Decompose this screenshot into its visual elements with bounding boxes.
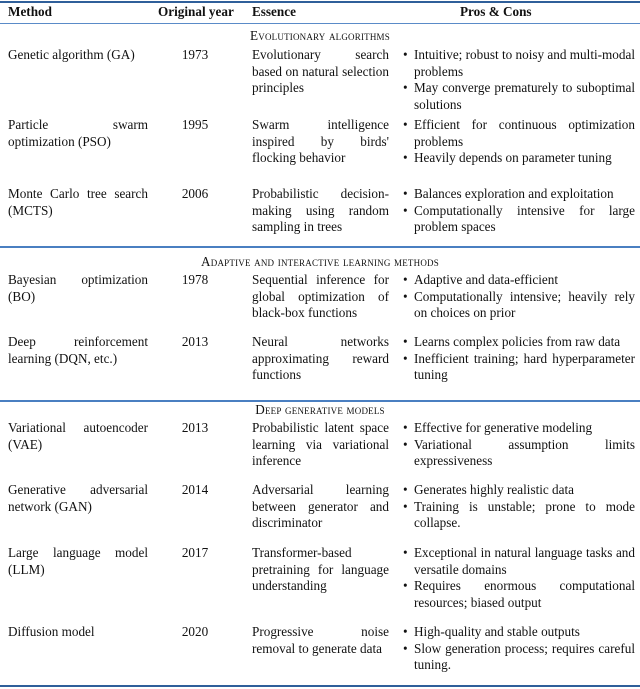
- con-item: • Slow generation process; requires careful tuning.: [400, 641, 635, 674]
- method-cell: Particle swarm optimization (PSO): [8, 117, 148, 149]
- header-pros-cons: Pros & Cons: [460, 4, 532, 19]
- pros-cons-cell: [400, 186, 635, 236]
- year-cell: 2020: [181, 624, 209, 639]
- header-method: Method: [8, 4, 52, 19]
- section-heading: Evolutionary algorithms: [250, 28, 390, 43]
- con-item: • Computationally intensive for large problem spaces: [400, 203, 635, 236]
- section-heading: Deep generative models: [255, 402, 385, 417]
- header-year: Original year: [158, 4, 234, 19]
- year-cell: 2017: [181, 545, 209, 560]
- con-item: • Variational assumption limits expressiveness: [400, 437, 635, 470]
- year-cell: 1995: [181, 117, 209, 132]
- bottom-rule: [0, 685, 640, 687]
- method-cell: Genetic algorithm (GA): [8, 47, 135, 62]
- essence-cell: Swarm intelligence inspired by birds' flocking behavior: [252, 117, 389, 165]
- year-cell: 2014: [181, 482, 209, 497]
- pro-item: • Balances exploration and exploitation: [400, 186, 635, 203]
- pros-cons-cell: [400, 272, 635, 322]
- essence-cell: Probabilistic decision-making using random sampling in trees: [252, 186, 389, 234]
- pro-item: • Effective for generative modeling: [400, 420, 635, 437]
- method-cell: Diffusion model: [8, 624, 95, 639]
- pro-item: • Exceptional in natural language tasks and versatile domains: [400, 545, 635, 578]
- essence-cell: Progressive noise removal to generate data: [252, 624, 389, 656]
- con-item: • Training is unstable; prone to mode collapse.: [400, 499, 635, 532]
- year-cell: 1973: [181, 47, 209, 62]
- pros-cons-cell: [400, 47, 635, 113]
- essence-cell: Neural networks approximating reward functions: [252, 334, 389, 382]
- section-heading: Adaptive and interactive learning methods: [201, 254, 439, 269]
- con-item: • Heavily depends on parameter tuning: [400, 150, 635, 167]
- pro-item: • Adaptive and data-efficient: [400, 272, 635, 289]
- year-cell: 2013: [181, 334, 209, 349]
- pro-item: • Learns complex policies from raw data: [400, 334, 635, 351]
- essence-cell: Transformer-based pretraining for language understanding: [252, 545, 389, 593]
- essence-cell: Evolutionary search based on natural selection principles: [252, 47, 389, 95]
- method-cell: Variational autoencoder (VAE): [8, 420, 148, 452]
- header-rule: [0, 23, 640, 24]
- year-cell: 2013: [181, 420, 209, 435]
- year-cell: 2006: [181, 186, 209, 201]
- con-item: • Computationally intensive; heavily rely on choices on prior: [400, 289, 635, 322]
- con-item: • May converge prematurely to suboptimal solutions: [400, 80, 635, 113]
- pros-cons-cell: [400, 334, 635, 384]
- pro-item: • Generates highly realistic data: [400, 482, 635, 499]
- pros-cons-cell: [400, 482, 635, 532]
- top-rule: [0, 1, 640, 3]
- method-cell: Monte Carlo tree search (MCTS): [8, 186, 148, 218]
- pros-cons-cell: [400, 624, 635, 674]
- method-cell: Bayesian optimization (BO): [8, 272, 148, 304]
- header-essence: Essence: [252, 4, 296, 19]
- year-cell: 1978: [181, 272, 209, 287]
- pro-item: • Efficient for continuous optimization problems: [400, 117, 635, 150]
- method-cell: Deep reinforcement learning (DQN, etc.): [8, 334, 148, 366]
- essence-cell: Adversarial learning between generator and discriminator: [252, 482, 389, 530]
- pros-cons-cell: [400, 420, 635, 470]
- pros-cons-cell: [400, 117, 635, 167]
- essence-cell: Sequential inference for global optimization of black-box functions: [252, 272, 389, 320]
- essence-cell: Probabilistic latent space learning via variational inference: [252, 420, 389, 468]
- section-rule: [0, 246, 640, 248]
- pros-cons-cell: [400, 545, 635, 611]
- con-item: • Requires enormous computational resources; biased output: [400, 578, 635, 611]
- pro-item: • Intuitive; robust to noisy and multi-modal problems: [400, 47, 635, 80]
- pro-item: • High-quality and stable outputs: [400, 624, 635, 641]
- method-cell: Large language model (LLM): [8, 545, 148, 577]
- con-item: • Inefficient training; hard hyperparameter tuning: [400, 351, 635, 384]
- method-cell: Generative adversarial network (GAN): [8, 482, 148, 514]
